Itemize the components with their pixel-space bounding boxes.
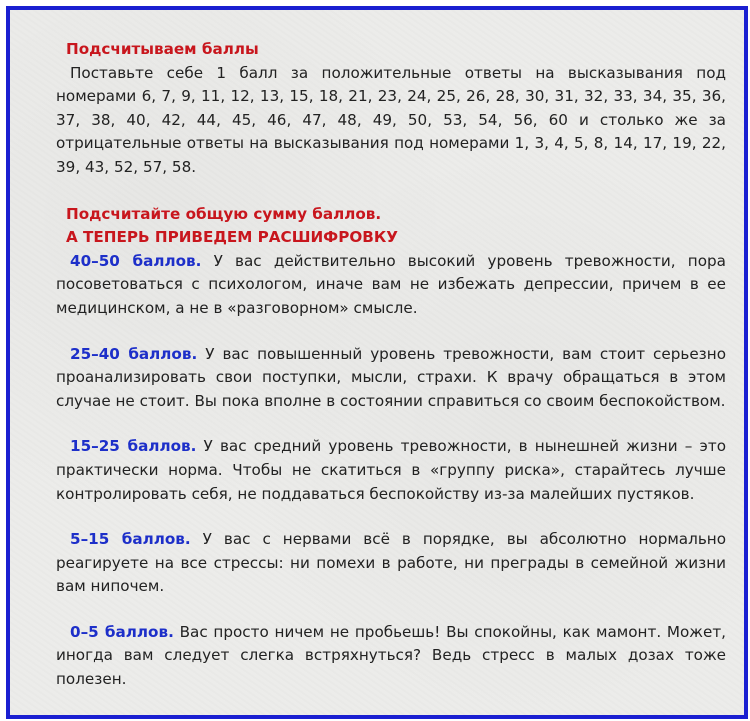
result-text: У вас средний уровень тревожности, в нынешней жизни – это практически норма. Чтобы не скатиться в «группу риска», старайтесь лучше контролировать себя, не поддаваться беспокойству из-за малейших пустяков. bbox=[56, 437, 726, 503]
document-content bbox=[56, 38, 726, 692]
decode-heading: А ТЕПЕРЬ ПРИВЕДЕМ РАСШИФРОВКУ bbox=[66, 228, 398, 247]
score-range: 25–40 баллов. bbox=[70, 344, 198, 363]
scoring-text: Поставьте себе 1 балл за положительные ответы на высказывания под номерами 6, 7, 9, 11, 12, 13, 15, 18, 21, 23, 24, 25, 26, 28, 30, 31, 32, 33, 34, 35, 36, 37, 38, 40, 42, 44, 45, 46, 47, 48, 49, 50, 53, 54, 56, 60 и столько же за отрицательные ответы на высказывания под номерами 1, 3, 4, 5, 8, 14, 17, 19, 22, 39, 43, 52, 57, 58. bbox=[56, 63, 726, 176]
result-text: У вас действительно высокий уровень тревожности, пора посоветоваться с психологом, иначе вам не избежать депрессии, причем в ее медицинском, а не в «разговорном» смысле. bbox=[56, 251, 726, 317]
result-text: У вас повышенный уровень тревожности, вам стоит серьезно проанализировать свои поступки, мысли, страхи. К врачу обращаться в этом случае не стоит. Вы пока вполне в состоянии справиться со своим беспокойством. bbox=[56, 344, 726, 410]
result-0-5 bbox=[56, 621, 726, 692]
result-40-50 bbox=[56, 250, 726, 321]
total-heading: Подсчитайте общую сумму баллов. bbox=[66, 204, 382, 223]
result-text: У вас с нервами всё в порядке, вы абсолютно нормально реагируете на все стрессы: ни помехи в работе, ни преграды в семейной жизни вам нипочем. bbox=[56, 530, 726, 596]
score-range: 40–50 баллов. bbox=[70, 251, 202, 270]
score-range: 5–15 баллов. bbox=[70, 530, 191, 549]
score-range: 15–25 баллов. bbox=[70, 437, 197, 456]
result-25-40 bbox=[56, 343, 726, 414]
result-5-15 bbox=[56, 528, 726, 599]
score-range: 0–5 баллов. bbox=[70, 622, 174, 641]
scoring-heading: Подсчитываем баллы bbox=[66, 40, 259, 58]
document-frame bbox=[6, 6, 748, 719]
result-15-25 bbox=[56, 435, 726, 506]
result-text: Вас просто ничем не пробьешь! Вы спокойны, как мамонт. Может, иногда вам следует слегка встряхнуться? Ведь стресс в малых дозах тоже полезен. bbox=[56, 622, 726, 689]
